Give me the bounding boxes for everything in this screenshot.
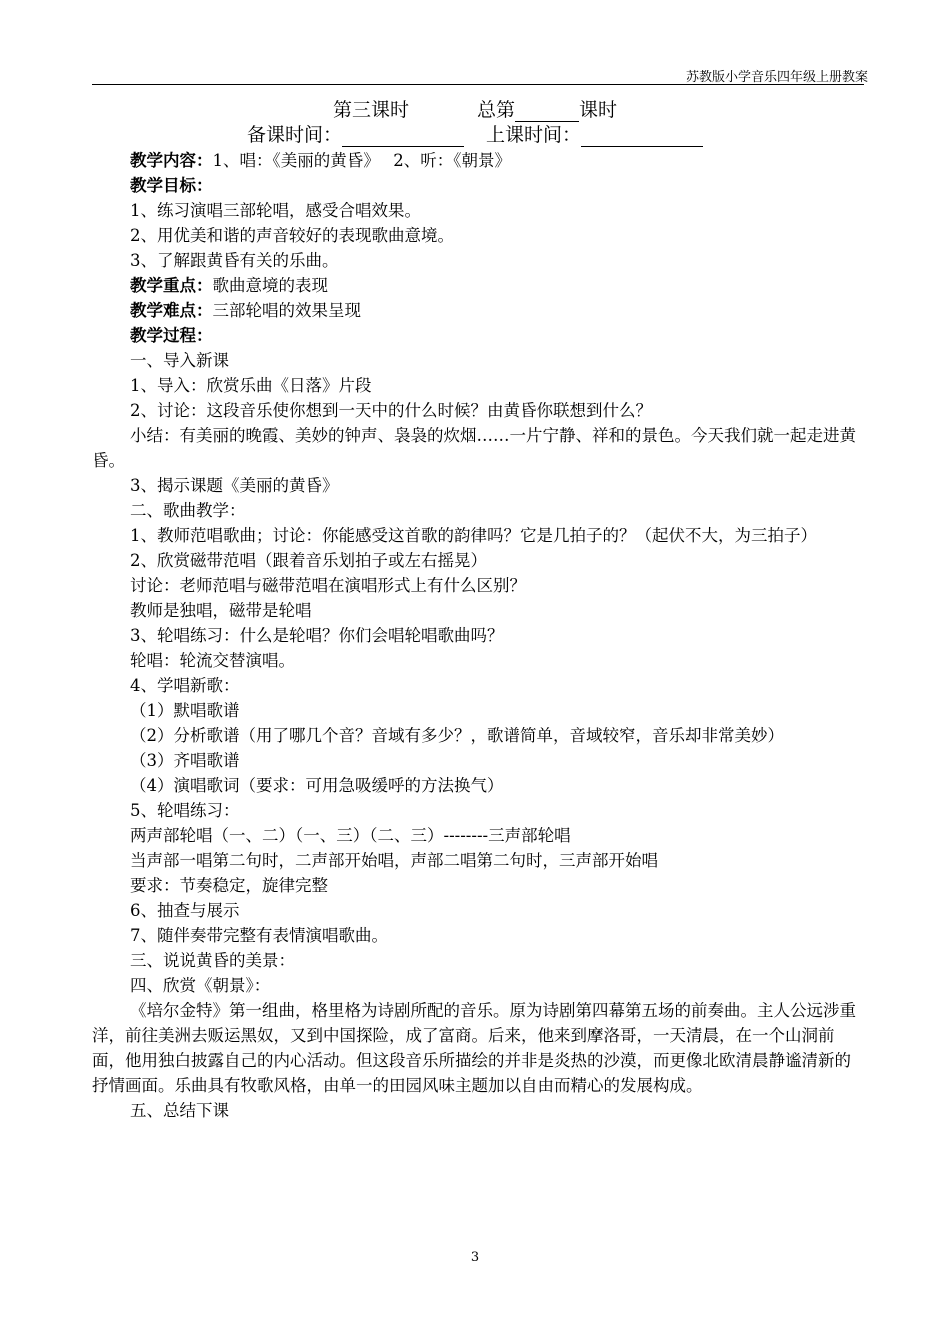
key-point — [92, 273, 864, 298]
page-header: 苏教版小学音乐四年级上册教案 — [685, 70, 868, 85]
difficulty-label: 教学难点： — [130, 301, 213, 320]
paragraph: 两声部轮唱（一、二）（一、三）（二、三）--------三声部轮唱 — [130, 826, 571, 845]
difficulty-value: 三部轮唱的效果呈现 — [212, 301, 361, 320]
paragraph: 1、教师范唱歌曲；讨论：你能感受这首歌的韵律吗？它是几拍子的？（起伏不大，为三拍子） — [130, 526, 817, 545]
lesson-title — [0, 98, 950, 122]
class-time-label: 上课时间： — [486, 124, 582, 146]
content-value: 1、唱：《美丽的黄昏》 2、听：《朝景》 — [212, 151, 511, 170]
paragraph: 小结：有美丽的晚霞、美妙的钟声、袅袅的炊烟……一片宁静、祥和的景色。今天我们就一起走进黄昏。 — [92, 426, 856, 470]
paragraph: 3、揭示课题《美丽的黄昏》 — [130, 476, 339, 495]
paragraph: 2、讨论：这段音乐使你想到一天中的什么时候？由黄昏你联想到什么？ — [130, 401, 652, 420]
goal-item: 2、用优美和谐的声音较好的表现歌曲意境。 — [130, 226, 454, 245]
section-heading: 一、导入新课 — [130, 351, 229, 370]
goal-item: 1、练习演唱三部轮唱，感受合唱效果。 — [130, 201, 421, 220]
lesson-body — [92, 148, 864, 1123]
paragraph: 《培尔金特》第一组曲，格里格为诗剧所配的音乐。原为诗剧第四幕第五场的前奏曲。主人公远涉重洋，前往美洲去贩运黑奴，又到中国探险，成了富商。后来，他来到摩洛哥，一天清晨，在一个山洞前面，他用独白披露自己的内心活动。但这段音乐所描绘的并非是炎热的沙漠，而更像北欧清晨静谧清新的抒情画面。乐曲具有牧歌风格，由单一的田园风味主题加以自由而精心的发展构成。 — [92, 1001, 856, 1095]
paragraph: 7、随伴奏带完整有表情演唱歌曲。 — [130, 926, 388, 945]
paragraph: （3）齐唱歌谱 — [130, 751, 240, 770]
total-prefix: 总第 — [476, 99, 515, 121]
paragraph: 1、导入：欣赏乐曲《日落》片段 — [130, 376, 372, 395]
paragraph: 教师是独唱，磁带是轮唱 — [130, 601, 312, 620]
page-number: 3 — [470, 1250, 480, 1265]
paragraph: 4、学唱新歌： — [130, 676, 240, 695]
paragraph: 2、欣赏磁带范唱（跟着音乐划拍子或左右摇晃） — [130, 551, 487, 570]
paragraph: （1）默唱歌谱 — [130, 701, 240, 720]
section-heading: 二、歌曲教学： — [130, 501, 246, 520]
goals-heading: 教学目标： — [130, 176, 213, 195]
goal-item: 3、了解跟黄昏有关的乐曲。 — [130, 251, 339, 270]
prep-time-blank — [342, 126, 464, 147]
class-time-blank — [581, 126, 703, 147]
prep-time-label: 备课时间： — [246, 124, 342, 146]
difficulty-point — [92, 298, 864, 323]
teaching-content — [92, 148, 864, 173]
paragraph: 3、轮唱练习：什么是轮唱？你们会唱轮唱歌曲吗？ — [130, 626, 504, 645]
paragraph: 当声部一唱第二句时，二声部开始唱，声部二唱第二句时，三声部开始唱 — [130, 851, 658, 870]
paragraph: 要求：节奏稳定，旋律完整 — [130, 876, 328, 895]
paragraph: 轮唱：轮流交替演唱。 — [130, 651, 295, 670]
section-heading: 三、说说黄昏的美景： — [130, 951, 295, 970]
total-blank — [515, 101, 579, 122]
key-label: 教学重点： — [130, 276, 213, 295]
paragraph: 6、抽查与展示 — [130, 901, 240, 920]
section-heading: 四、欣赏《朝景》： — [130, 976, 271, 995]
paragraph: （4）演唱歌词（要求：可用急吸缓呼的方法换气） — [130, 776, 504, 795]
key-value: 歌曲意境的表现 — [212, 276, 328, 295]
paragraph: （2）分析歌谱（用了哪几个音？音域有多少？，歌谱简单，音域较窄，音乐却非常美妙） — [130, 726, 784, 745]
total-suffix: 课时 — [579, 99, 618, 121]
section-heading: 五、总结下课 — [130, 1101, 229, 1120]
header-divider — [92, 84, 864, 85]
schedule-line — [0, 123, 950, 147]
content-label: 教学内容： — [130, 151, 213, 170]
paragraph: 5、轮唱练习： — [130, 801, 240, 820]
process-heading: 教学过程： — [130, 326, 213, 345]
lesson-number: 第三课时 — [332, 99, 409, 121]
paragraph: 讨论：老师范唱与磁带范唱在演唱形式上有什么区别？ — [130, 576, 526, 595]
